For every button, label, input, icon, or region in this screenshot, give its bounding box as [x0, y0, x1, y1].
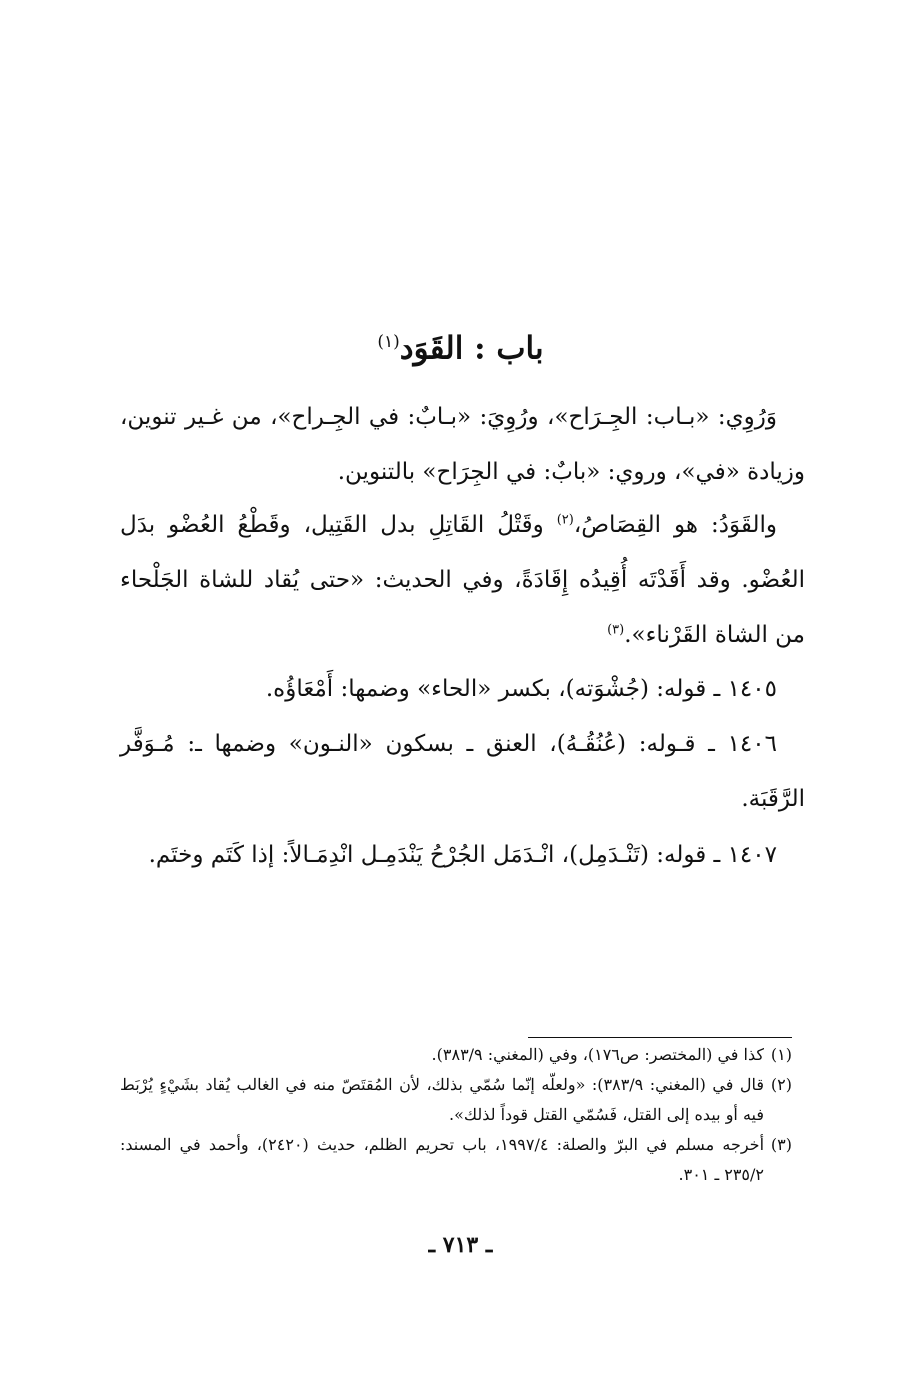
entry-text: ١٤٠٦ ـ قـوله: (عُنُقُـهُ)، العنق ـ بسكون «النـون» وضمها ـ: مُـوَفَّر الرَّقَبَة.: [120, 731, 805, 812]
footnote-text: أخرجه مسلم في البرّ والصلة: ١٩٩٧/٤، باب تحريم الظلم، حديث (٢٤٢٠)، وأحمد في المسند: ٢٣٥/٢ ـ ٣٠١.: [120, 1135, 765, 1184]
qawad-definition-paragraph: [120, 498, 805, 663]
footnote-separator: [528, 1037, 792, 1038]
footnote-ref-3: (٣): [607, 622, 625, 638]
footnote-text: كذا في (المختصر: ص١٧٦)، وفي (المغني: ٣٨٣/٩).: [431, 1045, 764, 1064]
footnote-number: (١): [770, 1045, 792, 1064]
chapter-title: [0, 322, 921, 368]
qawad-text-start: والقَوَدُ: هو القِصَاصُ،: [573, 512, 777, 538]
chapter-title-text: باب : القَوَد: [399, 330, 544, 367]
qawad-text-rest: وقَتْلُ القَاتِلِ بدل القَتِيل، وقَطْعُ العُضْو بدَل العُضْو. وقد أَقَدْتَه أُقِيدُه إِقَادَةً، وفي الحديث: «حتى يُقاد للشاة الجَلْحاء من الشاة القَرْناء».: [120, 512, 805, 648]
riwaya-paragraph: [120, 390, 805, 500]
entry-text: ١٤٠٥ ـ قوله: (جُشْوَته)، بكسر «الحاء» وضمها: أَمْعَاؤُه.: [265, 676, 777, 702]
footnote-1: [120, 1040, 792, 1070]
footnote-ref-2: (٢): [556, 512, 574, 528]
entry-text: ١٤٠٧ ـ قوله: (تَنْـدَمِل)، انْـدَمَل الجُرْحُ يَنْدَمِـل انْدِمَـالاً: إذا كَتَم وختَم.: [148, 842, 777, 868]
footnotes-section: [120, 1040, 792, 1190]
footnote-3: [120, 1130, 792, 1190]
footnote-number: (٣): [770, 1135, 793, 1154]
entry-1406: [120, 717, 805, 827]
entry-1405: [120, 662, 805, 717]
footnote-2: [120, 1070, 792, 1130]
page-number: ـ ٧١٣ ـ: [428, 1232, 493, 1258]
entry-1407: [120, 828, 805, 883]
footnote-number: (٢): [770, 1075, 792, 1094]
riwaya-text: وَرُوِي: «بـاب: الجِـرَاح»، ورُوِيَ: «بـابٌ: في الجِـراح»، من غـير تنوين، وزيادة «في»، وروي: «بابٌ: في الجِرَاح» بالتنوين.: [120, 404, 805, 485]
chapter-title-note-ref: (١): [377, 332, 400, 352]
footnote-text: قال في (المغني: ٣٨٣/٩): «ولعلّه إنّما سُمّي بذلك، لأن المُقتَصّ منه في الغالب يُقاد بشَيْءٍ يُرْبَط فيه أو بيده إلى القتل، فَسُمّي القتل قوداً لذلك».: [120, 1075, 764, 1124]
